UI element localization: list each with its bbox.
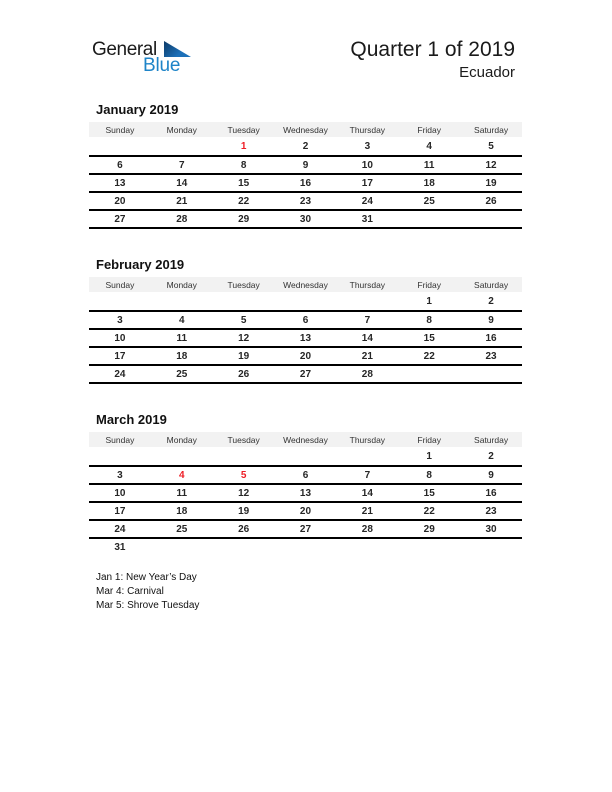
weekday-label: Wednesday: [283, 124, 328, 135]
day-cell: 25: [423, 195, 435, 207]
day-cell: 30: [485, 523, 497, 535]
weekday-label: Friday: [417, 124, 442, 135]
month-title: January 2019: [96, 102, 179, 117]
day-cell: 10: [114, 332, 126, 344]
day-cell: 17: [114, 505, 126, 517]
day-cell: 26: [238, 523, 250, 535]
week-row: [89, 467, 522, 485]
day-cell: 31: [361, 213, 373, 225]
day-cell: 1: [426, 295, 432, 307]
weekday-label: Thursday: [349, 279, 386, 290]
holiday-item: Jan 1: New Year’s Day: [96, 572, 197, 583]
day-cell: 2: [488, 450, 494, 462]
day-cell: 17: [361, 177, 373, 189]
day-cell: 21: [176, 195, 188, 207]
day-cell: 12: [485, 159, 497, 171]
weekday-header-row: [89, 277, 522, 292]
month-title: February 2019: [96, 257, 185, 272]
week-row: [89, 211, 522, 229]
month-grid: [89, 137, 522, 229]
day-cell: 5: [240, 314, 247, 326]
day-cell: 22: [238, 195, 250, 207]
weekday-label: Sunday: [105, 124, 135, 135]
day-cell: 27: [114, 213, 126, 225]
day-cell: 10: [114, 487, 126, 499]
day-cell: 9: [488, 314, 494, 326]
day-cell: 24: [114, 523, 126, 535]
day-cell: 10: [361, 159, 373, 171]
week-row: [89, 157, 522, 175]
weekday-label: Saturday: [474, 434, 509, 445]
weekday-label: Tuesday: [227, 434, 260, 445]
day-cell: 31: [114, 541, 126, 553]
week-row: [89, 503, 522, 521]
day-cell: 18: [423, 177, 435, 189]
day-cell: 12: [238, 487, 250, 499]
day-cell: 27: [299, 368, 312, 380]
week-row: [89, 193, 522, 211]
holiday-item: Mar 4: Carnival: [96, 586, 164, 597]
week-row: [89, 366, 522, 384]
day-cell: 19: [238, 505, 250, 517]
weekday-label: Monday: [166, 279, 197, 290]
day-cell: 6: [302, 314, 309, 326]
day-cell: 22: [423, 505, 435, 517]
week-row: [89, 312, 522, 330]
logo-text-blue: Blue: [143, 55, 181, 76]
week-row: [89, 175, 522, 193]
day-cell: 6: [117, 159, 123, 171]
week-row: [89, 539, 522, 555]
day-cell: 11: [176, 487, 188, 499]
weekday-header-row: [89, 432, 522, 447]
weekday-label: Tuesday: [227, 279, 260, 290]
week-row: [89, 447, 522, 467]
day-cell: 5: [488, 140, 494, 152]
day-cell: 7: [364, 469, 371, 481]
week-row: [89, 348, 522, 366]
month-grid: [89, 292, 522, 384]
day-cell: 23: [485, 505, 497, 517]
day-cell: 24: [361, 195, 373, 207]
day-cell: 2: [488, 295, 494, 307]
weekday-label: Friday: [417, 279, 442, 290]
day-cell: 19: [485, 177, 497, 189]
day-cell: 25: [176, 368, 188, 380]
day-cell: 11: [176, 332, 188, 344]
day-cell: 2: [302, 140, 309, 152]
day-cell: 15: [423, 332, 435, 344]
month-section-january: [89, 103, 522, 229]
day-cell: 20: [299, 505, 312, 517]
day-cell: 21: [361, 505, 373, 517]
day-cell: 8: [426, 314, 432, 326]
day-cell: 26: [485, 195, 497, 207]
weekday-label: Sunday: [105, 279, 135, 290]
day-cell: 28: [361, 523, 373, 535]
quarter-title: Quarter 1 of 2019: [350, 38, 515, 61]
day-cell: 7: [364, 314, 371, 326]
weekday-header-row: [89, 122, 522, 137]
day-cell: 4: [178, 469, 185, 481]
day-cell: 3: [117, 469, 123, 481]
day-cell: 3: [117, 314, 123, 326]
day-cell: 29: [423, 523, 435, 535]
day-cell: 1: [426, 450, 432, 462]
day-cell: 15: [423, 487, 435, 499]
weekday-label: Saturday: [474, 124, 509, 135]
month-section-february: [89, 258, 522, 384]
week-row: [89, 292, 522, 312]
day-cell: 21: [361, 350, 373, 362]
day-cell: 17: [114, 350, 126, 362]
day-cell: 6: [302, 469, 309, 481]
day-cell: 20: [114, 195, 126, 207]
day-cell: 14: [361, 332, 373, 344]
day-cell: 3: [364, 140, 371, 152]
holiday-list: [96, 571, 199, 613]
weekday-label: Friday: [417, 434, 442, 445]
day-cell: 30: [299, 213, 312, 225]
week-row: [89, 137, 522, 157]
week-row: [89, 521, 522, 539]
month-grid: [89, 447, 522, 555]
day-cell: 29: [238, 213, 250, 225]
day-cell: 9: [302, 159, 309, 171]
week-row: [89, 485, 522, 503]
day-cell: 16: [299, 177, 312, 189]
day-cell: 9: [488, 469, 494, 481]
day-cell: 27: [299, 523, 312, 535]
month-title: March 2019: [96, 412, 167, 427]
day-cell: 23: [485, 350, 497, 362]
day-cell: 13: [299, 487, 312, 499]
weekday-label: Wednesday: [283, 279, 328, 290]
day-cell: 4: [178, 314, 185, 326]
day-cell: 14: [361, 487, 373, 499]
holiday-item: Mar 5: Shrove Tuesday: [96, 600, 200, 611]
day-cell: 24: [114, 368, 126, 380]
day-cell: 13: [114, 177, 126, 189]
day-cell: 25: [176, 523, 188, 535]
weekday-label: Tuesday: [227, 124, 260, 135]
day-cell: 13: [299, 332, 312, 344]
day-cell: 20: [299, 350, 312, 362]
logo-text-general: General: [92, 39, 157, 60]
day-cell: 12: [238, 332, 250, 344]
week-row: [89, 330, 522, 348]
day-cell: 28: [176, 213, 188, 225]
day-cell: 16: [485, 487, 497, 499]
day-cell: 7: [178, 159, 185, 171]
day-cell: 18: [176, 505, 188, 517]
header-title-block: [350, 37, 515, 82]
day-cell: 26: [238, 368, 250, 380]
weekday-label: Saturday: [474, 279, 509, 290]
day-cell: 11: [423, 159, 435, 171]
weekday-label: Monday: [166, 434, 197, 445]
day-cell: 4: [426, 140, 432, 152]
weekday-label: Monday: [166, 124, 197, 135]
general-blue-logo: [92, 40, 202, 82]
month-section-march: [89, 413, 522, 555]
day-cell: 28: [361, 368, 373, 380]
day-cell: 19: [238, 350, 250, 362]
weekday-label: Sunday: [105, 434, 135, 445]
day-cell: 5: [240, 469, 247, 481]
day-cell: 23: [299, 195, 312, 207]
day-cell: 8: [240, 159, 247, 171]
weekday-label: Wednesday: [283, 434, 328, 445]
day-cell: 14: [176, 177, 188, 189]
day-cell: 15: [238, 177, 250, 189]
day-cell: 18: [176, 350, 188, 362]
day-cell: 8: [426, 469, 432, 481]
region-subtitle: Ecuador: [459, 64, 515, 81]
day-cell: 22: [423, 350, 435, 362]
weekday-label: Thursday: [349, 434, 386, 445]
day-cell: 16: [485, 332, 497, 344]
weekday-label: Thursday: [349, 124, 386, 135]
day-cell: 1: [240, 140, 247, 152]
